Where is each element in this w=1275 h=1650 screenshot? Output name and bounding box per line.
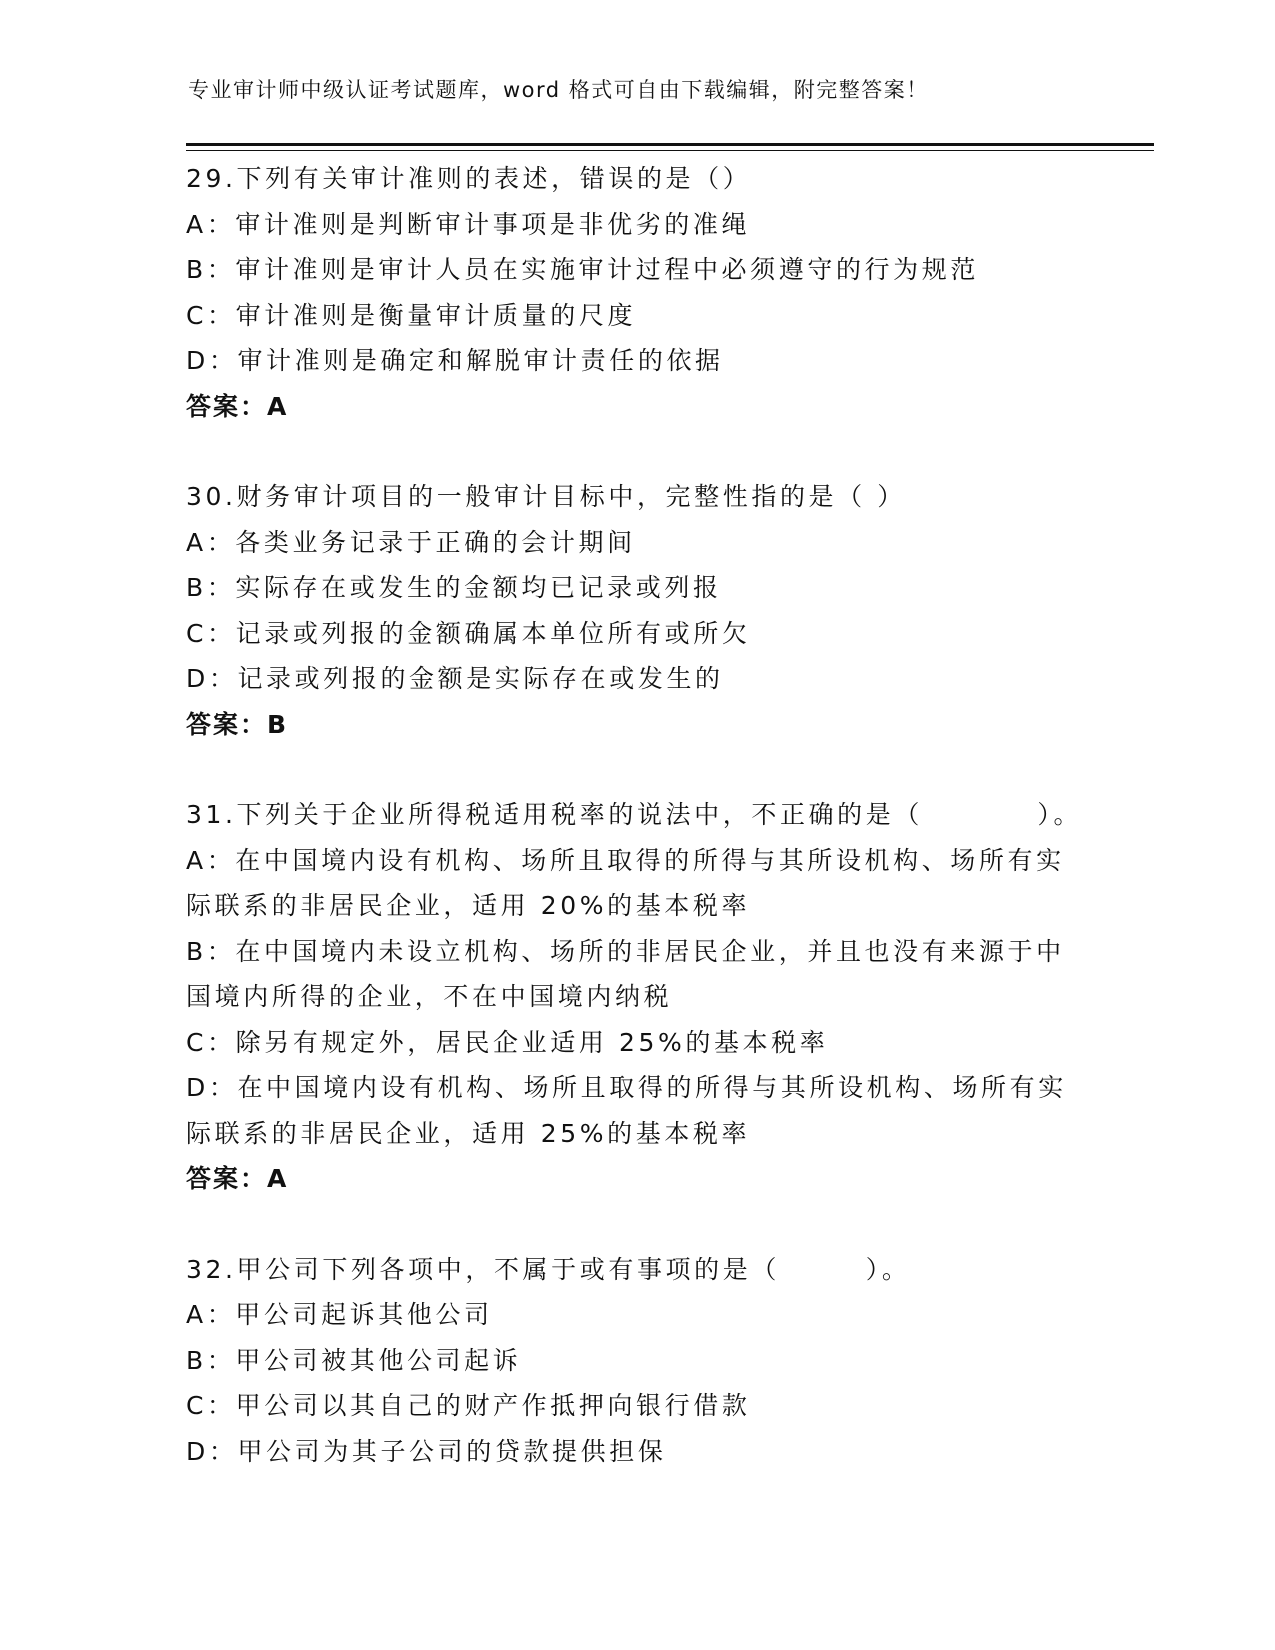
option-c: C：除另有规定外，居民企业适用 25%的基本税率 [186, 1027, 829, 1057]
question-stem: 29.下列有关审计准则的表述，错误的是（） [186, 164, 752, 193]
question-list [186, 156, 1086, 1519]
option-d: D：记录或列报的金额是实际存在或发生的 [186, 664, 724, 693]
option-b: B：甲公司被其他公司起诉 [186, 1345, 522, 1375]
question-30 [186, 474, 1086, 747]
option-c: C：审计准则是衡量审计质量的尺度 [186, 300, 637, 330]
option-d: D：在中国境内设有机构、场所且取得的所得与其所设机构、场所有实际联系的非居民企业，适用 25%的基本税率 [186, 1073, 1067, 1148]
question-stem: 30.财务审计项目的一般审计目标中，完整性指的是（ ） [186, 482, 906, 511]
option-c: C：甲公司以其自己的财产作抵押向银行借款 [186, 1391, 751, 1420]
option-a: A：审计准则是判断审计事项是非优劣的准绳 [186, 209, 751, 239]
option-b: B：审计准则是审计人员在实施审计过程中必须遵守的行为规范 [186, 255, 979, 284]
question-stem: 31.下列关于企业所得税适用税率的说法中，不正确的是（ ）。 [186, 800, 1083, 829]
option-c: C：记录或列报的金额确属本单位所有或所欠 [186, 618, 751, 648]
option-d: D：审计准则是确定和解脱审计责任的依据 [186, 346, 724, 375]
header-rule-thick [186, 143, 1154, 146]
page-header: 专业审计师中级认证考试题库，word 格式可自由下载编辑，附完整答案！ [188, 78, 929, 102]
answer-line: 答案：B [186, 709, 289, 739]
question-29 [186, 156, 1086, 429]
option-b: B：在中国境内未设立机构、场所的非居民企业，并且也没有来源于中国境内所得的企业，不在中国境内纳税 [186, 936, 1065, 1011]
header-rule-thin [186, 150, 1154, 151]
option-a: A：甲公司起诉其他公司 [186, 1300, 493, 1329]
question-32 [186, 1247, 1086, 1475]
answer-line: 答案：A [186, 1164, 289, 1193]
answer-line: 答案：A [186, 391, 289, 421]
question-31 [186, 792, 1086, 1202]
option-d: D：甲公司为其子公司的贷款提供担保 [186, 1436, 667, 1466]
option-a: A：在中国境内设有机构、场所且取得的所得与其所设机构、场所有实际联系的非居民企业，适用 20%的基本税率 [186, 845, 1065, 920]
option-a: A：各类业务记录于正确的会计期间 [186, 527, 636, 557]
question-stem: 32.甲公司下列各项中，不属于或有事项的是（ ）。 [186, 1254, 911, 1284]
option-b: B：实际存在或发生的金额均已记录或列报 [186, 573, 722, 602]
